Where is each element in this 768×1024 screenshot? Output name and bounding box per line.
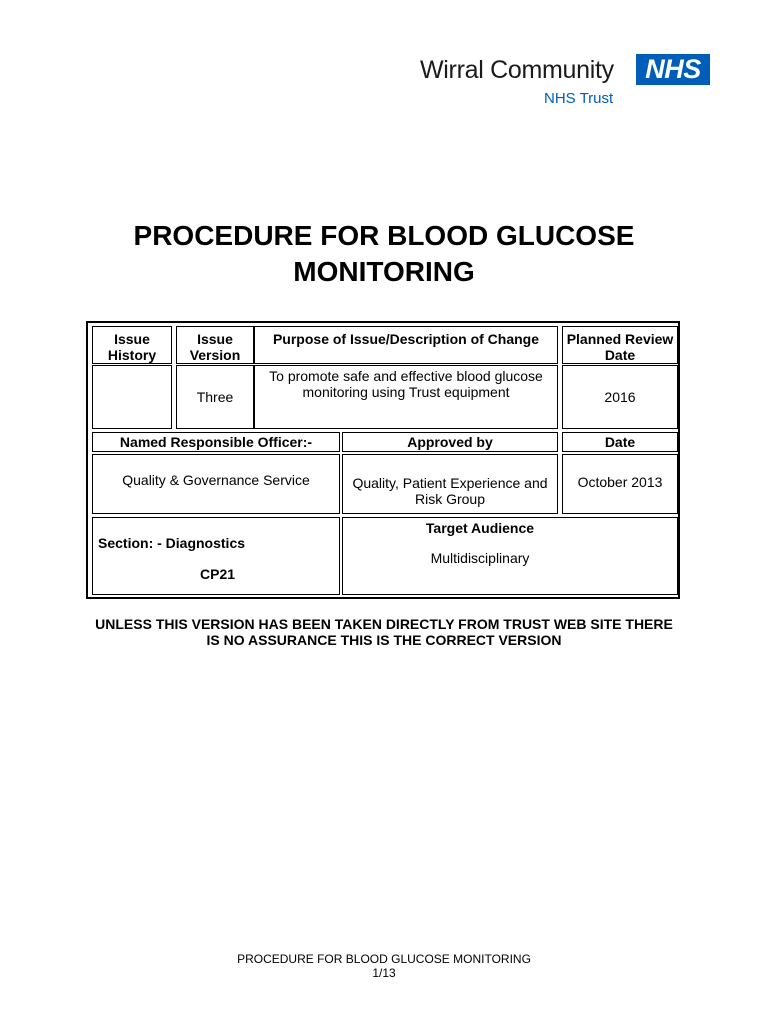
notice-line-2: IS NO ASSURANCE THIS IS THE CORRECT VERSION (206, 632, 562, 648)
issue-version-value: Three (176, 365, 254, 429)
approval-date-value: October 2013 (562, 454, 678, 514)
target-audience-value: Multidisciplinary (430, 550, 530, 566)
header-issue-history: Issue History (92, 326, 172, 364)
named-responsible-officer-value: Quality & Governance Service (92, 454, 340, 514)
footer-title: PROCEDURE FOR BLOOD GLUCOSE MONITORING (237, 952, 531, 966)
section-cell (92, 517, 340, 595)
document-title-line-1: PROCEDURE FOR BLOOD GLUCOSE (133, 220, 635, 251)
header-purpose: Purpose of Issue/Description of Change (254, 326, 558, 364)
header-issue-version: Issue Version (176, 326, 254, 364)
document-control-table (86, 321, 680, 599)
page-footer (0, 952, 768, 980)
document-title (0, 218, 768, 290)
target-audience-cell (342, 517, 678, 595)
document-title-line-2: MONITORING (293, 256, 475, 287)
header-named-responsible-officer: Named Responsible Officer:- (92, 432, 340, 452)
header-planned-review-date: Planned Review Date (562, 326, 678, 364)
version-control-notice (0, 616, 768, 648)
logo-subtitle: NHS Trust (544, 90, 614, 107)
nhs-badge: NHS (636, 54, 710, 85)
approved-by-value: Quality, Patient Experience and Risk Group (342, 454, 558, 514)
target-audience-label: Target Audience (425, 520, 535, 536)
notice-line-1: UNLESS THIS VERSION HAS BEEN TAKEN DIRECTLY FROM TRUST WEB SITE THERE (95, 616, 673, 632)
logo-organisation-name: Wirral Community (420, 56, 614, 84)
section-label: Section: - Diagnostics (98, 535, 246, 551)
purpose-value: To promote safe and effective blood glucose monitoring using Trust equipment (254, 365, 558, 429)
footer-page-number: 1/13 (372, 966, 396, 980)
nhs-trust-logo (420, 54, 712, 110)
header-approved-by: Approved by (342, 432, 558, 452)
planned-review-date-value: 2016 (562, 365, 678, 429)
issue-history-value (92, 365, 172, 429)
document-code: CP21 (200, 566, 236, 582)
header-date: Date (562, 432, 678, 452)
